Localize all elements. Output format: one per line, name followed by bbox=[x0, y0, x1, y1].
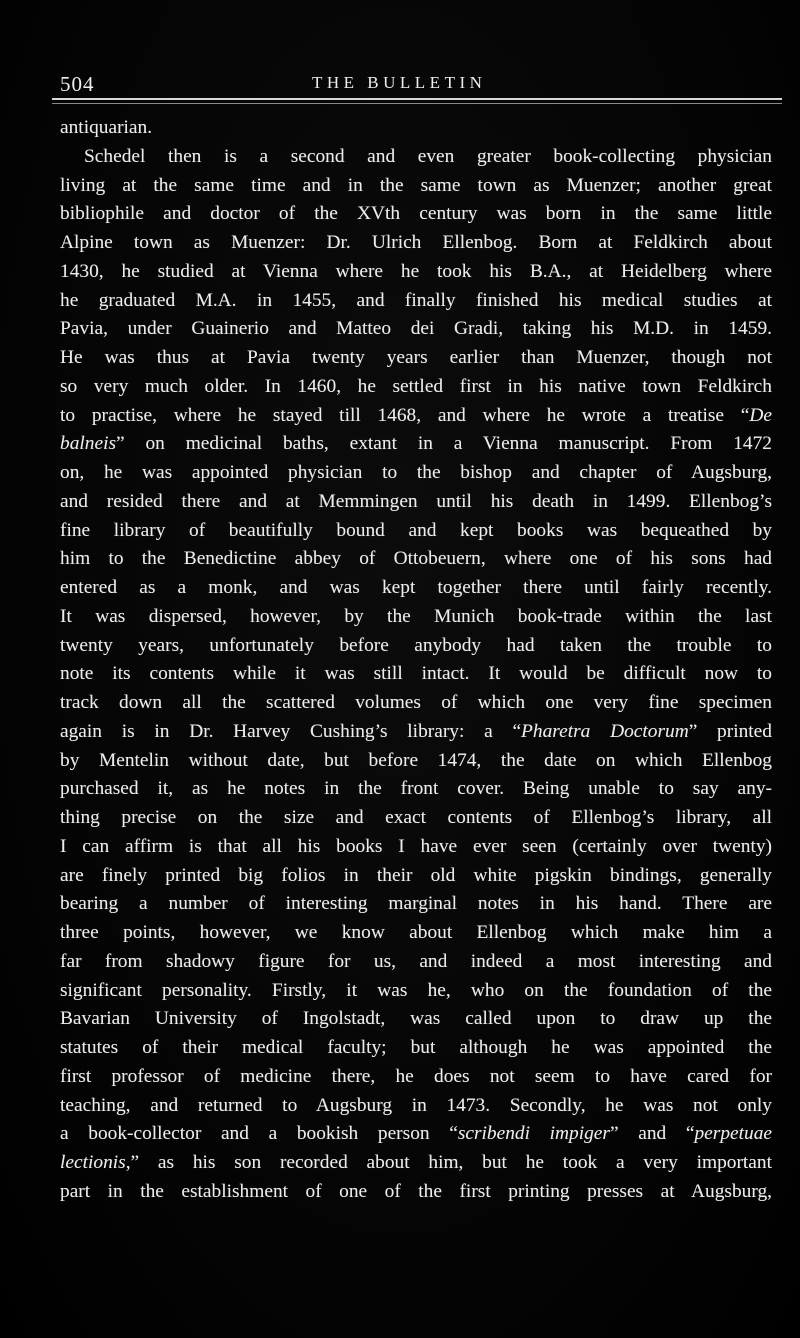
text-line: him to the Benedictine abbey of Ottobeuern, where one of his sons had bbox=[60, 548, 772, 570]
text-line: entered as a monk, and was kept together there until fairly recently. bbox=[60, 577, 772, 598]
text-line: fine library of beautifully bound and kept books was bequeathed by bbox=[60, 519, 772, 541]
italic-title: balneis bbox=[60, 433, 117, 455]
text-line: are finely printed big folios in their old white pigskin bindings, generally bbox=[60, 864, 772, 886]
text-line: by Mentelin without date, but before 1474, the date on which Ellenbog bbox=[60, 749, 772, 771]
text-line: Bavarian University of Ingolstadt, was called upon to draw up the bbox=[60, 1008, 772, 1030]
text-line: bearing a number of interesting marginal notes in his hand. There are bbox=[60, 893, 772, 915]
text-line bbox=[60, 718, 772, 747]
journal-title: THE BULLETIN bbox=[312, 73, 487, 92]
text-line: first professor of medicine there, he does not seem to have cared for bbox=[60, 1065, 772, 1087]
text-line: significant personality. Firstly, it was he, who on the foundation of the bbox=[60, 979, 772, 1001]
running-head bbox=[52, 72, 772, 98]
text-line: Schedel then is a second and even greater book-collecting physician bbox=[84, 145, 772, 167]
text-line: purchased it, as he notes in the front cover. Being unable to say any- bbox=[60, 778, 772, 800]
text-line bbox=[60, 1120, 772, 1149]
page-number: 504 bbox=[60, 72, 95, 96]
italic-quote: scribendi impiger bbox=[457, 1123, 610, 1145]
text-line: statutes of their medical faculty; but although he was appointed the bbox=[60, 1037, 772, 1058]
text-line: teaching, and returned to Augsburg in 1473. Secondly, he was not only bbox=[60, 1094, 772, 1116]
text-line: He was thus at Pavia twenty years earlier than Muenzer, though not bbox=[60, 347, 772, 368]
text-line: far from shadowy figure for us, and indeed a most interesting and bbox=[60, 950, 772, 972]
text-line: he graduated M.A. in 1455, and finally finished his medical studies at bbox=[60, 289, 772, 311]
text-line: I can affirm is that all his books I have ever seen (certainly over twenty) bbox=[60, 835, 772, 857]
italic-quote: lectionis bbox=[60, 1152, 126, 1173]
text-line: so very much older. In 1460, he settled first in his native town Feldkirch bbox=[60, 375, 772, 397]
text-line: three points, however, we know about Ellenbog which make him a bbox=[60, 922, 772, 943]
body-text bbox=[60, 114, 772, 1207]
text-segment: to practise, where he stayed till 1468, and where he wrote a treatise “ bbox=[60, 404, 750, 426]
text-line: Pavia, under Guainerio and Matteo dei Gradi, taking his M.D. in 1459. bbox=[60, 318, 772, 340]
text-line: living at the same time and in the same town as Muenzer; another great bbox=[60, 174, 772, 196]
text-line: and resided there and at Memmingen until his death in 1499. Ellenbog’s bbox=[60, 490, 772, 512]
text-segment: ” and “ bbox=[609, 1123, 695, 1145]
text-line: thing precise on the size and exact contents of Ellenbog’s library, all bbox=[60, 807, 772, 828]
text-line: Alpine town as Muenzer: Dr. Ulrich Ellenbog. Born at Feldkirch about bbox=[60, 232, 772, 253]
text-line: part in the establishment of one of the first printing presses at Augsburg, bbox=[60, 1180, 772, 1202]
text-line: note its contents while it was still intact. It would be difficult now to bbox=[60, 663, 772, 685]
header-rule bbox=[52, 98, 782, 100]
text-line: antiquarian. bbox=[60, 117, 153, 138]
text-line bbox=[60, 430, 772, 459]
text-line: track down all the scattered volumes of which one very fine specimen bbox=[60, 692, 772, 713]
text-line bbox=[60, 402, 772, 431]
text-line: twenty years, unfortunately before anybody had taken the trouble to bbox=[60, 634, 772, 656]
text-line: 1430, he studied at Vienna where he took his B.A., at Heidelberg where bbox=[60, 260, 772, 282]
text-segment: again is in Dr. Harvey Cushing’s library: a “ bbox=[60, 720, 522, 742]
italic-title: De bbox=[749, 404, 772, 426]
text-segment: a book-collector and a bookish person “ bbox=[60, 1123, 458, 1145]
header-rule-thin bbox=[52, 103, 782, 104]
text-segment: ,” as his son recorded about him, but he took a very important bbox=[125, 1152, 772, 1173]
text-line: It was dispersed, however, by the Munich book-trade within the last bbox=[60, 605, 772, 627]
text-segment: ” printed bbox=[688, 720, 772, 742]
text-line: bibliophile and doctor of the XVth century was born in the same little bbox=[60, 203, 772, 225]
text-segment: ” on medicinal baths, extant in a Vienna manuscript. From 1472 bbox=[116, 433, 772, 455]
text-line: on, he was appointed physician to the bishop and chapter of Augsburg, bbox=[60, 462, 772, 483]
italic-title: Pharetra Doctorum bbox=[521, 720, 689, 742]
italic-quote: perpetuae bbox=[694, 1123, 773, 1145]
text-line bbox=[60, 1149, 772, 1178]
